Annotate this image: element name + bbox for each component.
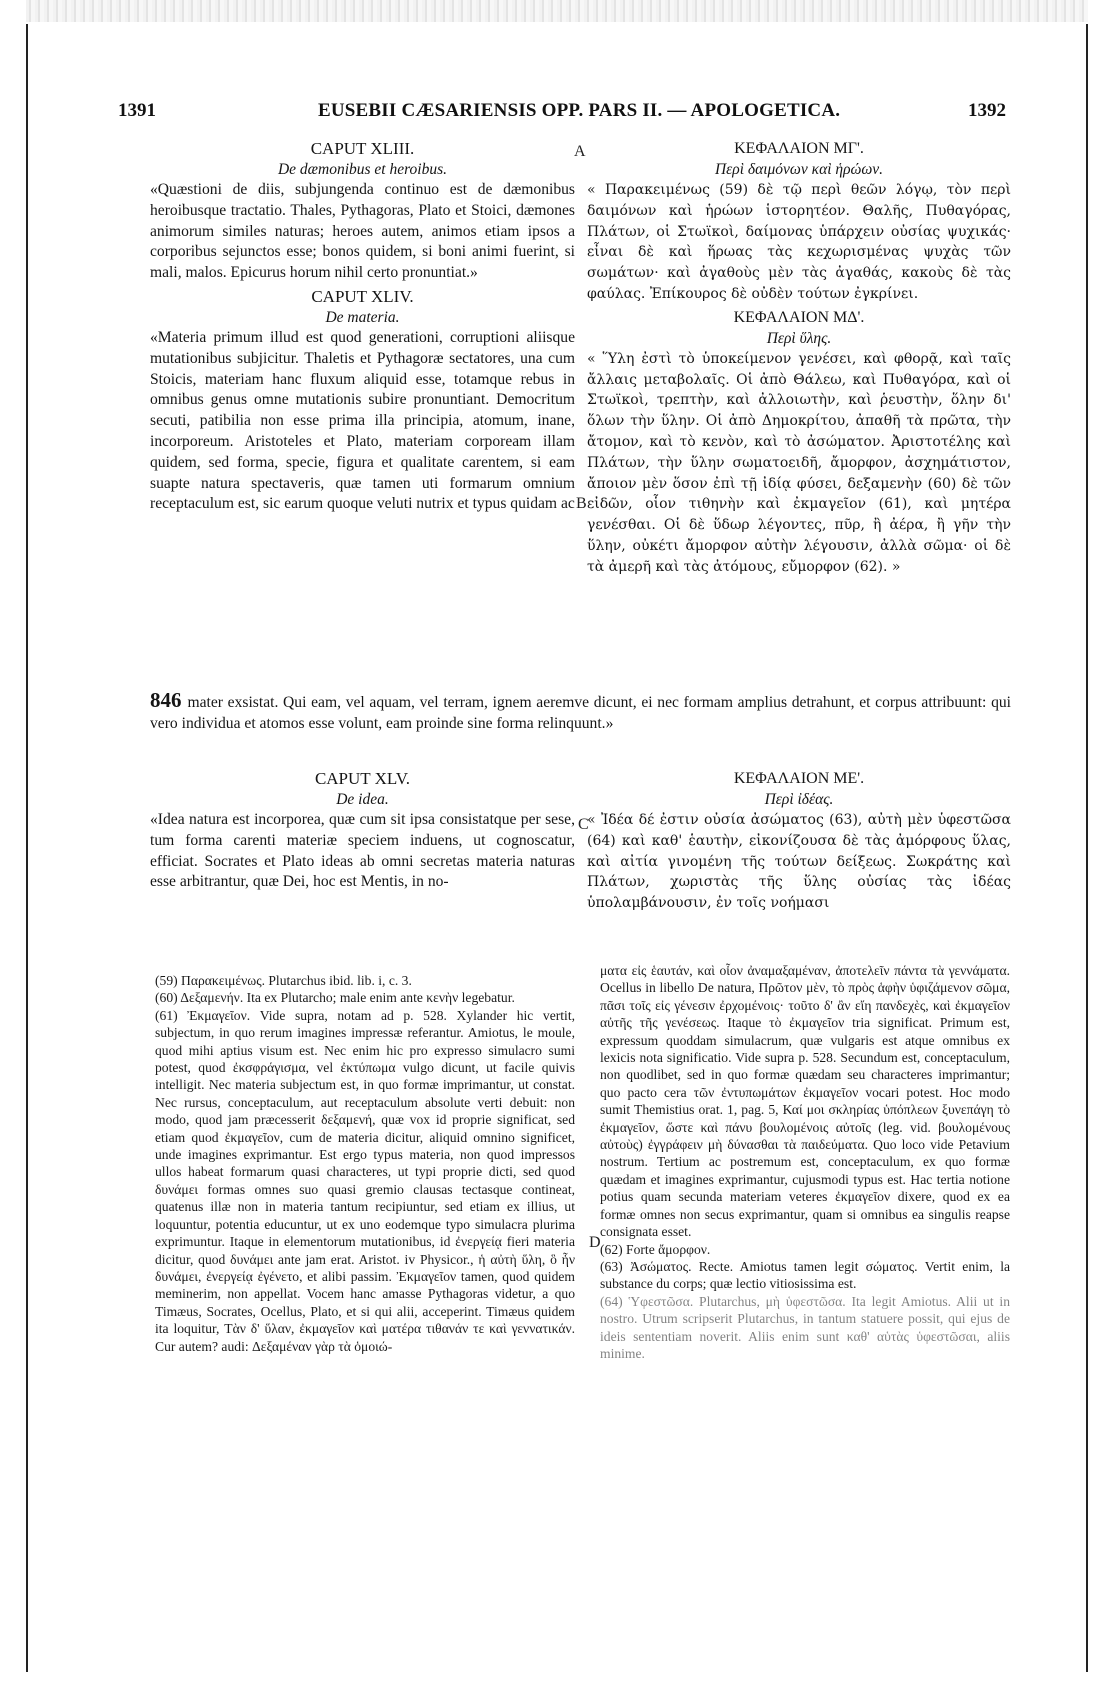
margin-marker-a: A: [574, 143, 586, 160]
page-number-left: 1391: [118, 100, 156, 121]
full-width-continuation: [150, 690, 1011, 735]
greek-cap44-text: « Ὕλη ἐστὶ τὸ ὑποκείμενον γενέσει, καὶ φθορᾷ, καὶ ταῖς ἄλλαις μεταβολαῖς. Οἱ ἀπὸ Θάλεω, καὶ Πυθαγόρα, καὶ οἱ Στωϊκοὶ, τρεπτὴν, καὶ ἀλλοιωτὴν, καὶ ῥευστὴν, ὅλην δι' ὅλων τὴν ὕλην. Οἱ ἀπὸ Δημοκρίτου, ἀπαθῆ τὰ πρῶτα, τὴν ἄτομον, καὶ τὸ κενὸν, καὶ τὸ ἀσώματον. Ἀριστοτέλης καὶ Πλάτων, τὴν ὕλην σωματοειδῆ, ἄμορφον, ἀσχημάτιστον, ἄποιον μὲν ὅσον ἐπὶ τῇ ἰδίᾳ φύσει, δεξαμενὴν (60) δὲ τῶν εἰδῶν, οἷον τιθηνὴν καὶ ἐκμαγεῖον (61), καὶ μητέρα γενέσθαι. Οἱ δὲ ὕδωρ λέγοντες, πῦρ, ἢ ἀέρα, ἢ γῆν τὴν ὕλην, οὐκέτι ἄμορφον αὐτὴν λέγουσιν, ἀλλὰ σῶμα· οἱ δὲ τὰ ἀμερῆ καὶ τὰς ἀτόμους, εὔμορφον (62). »: [587, 350, 1011, 575]
running-title: EUSEBII CÆSARIENSIS OPP. PARS II. — APOLOGETICA.: [318, 100, 841, 121]
greek-cap45-subtitle: Περὶ ἰδέας.: [764, 791, 834, 808]
margin-marker-c: C: [578, 816, 589, 833]
latin-cap44-subtitle: De materia.: [325, 308, 400, 326]
full-width-text: mater exsistat. Qui eam, vel aquam, vel terram, ignem aeremve dicunt, ei nec formam amplius detrahunt, et corpus attribuunt: qui vero individua et atomos esse volunt, eam proinde sine forma relinquunt.»: [150, 694, 1011, 732]
footnote-61-continued: ματα εἰς ἑαυτάν, καὶ οἷον ἀναμαξαμέναν, ἀποτελεῖν πάντα τὰ γεννάματα. Ocellus in libello De natura, Πρῶτον μὲν, τὸ πρὸς ἁφὴν ὑφιζάμενον σῶμα, πᾶσι τοῖς εἰς γένεσιν ἐρχομένοις· τοῦτο δ' ἂν εἴη πανδεχὲς, καὶ ἐκμαγεῖον αὐτῆς τῆς γενέσεως. Itaque τὸ ἐκμαγεῖον tria significat. Primum est, expressum quoddam simulacrum, quæ vulgaris est atque omnibus ex lexicis nota significatio. Vide supra p. 528. Secundum est, conceptaculum, non quodlibet, sed in quo formæ quædam seu characteres imprimantur; quo pacto cera τῶν ἐντυπωμάτων ἐκμαγεῖον vocari potest. Hoc modo sumit Themistius orat. 1, pag. 5, Καί μοι σκληρίας ὑπόπλεων ξυνεπάγη τὸ ἐκμαγεῖον, ὥστε καὶ πάνυ βουλομένοις αὐτοῖς (leg. vid. βουλομένους αὐτοὺς) ἐγγράφειν μὴ δύνασθαι τὰ παιδεύματα. Quo loco vide Petavium nostrum. Tertium ac postremum est, conceptaculum, ex quo formæ quædam et imagines exprimantur, cujusmodi typus est. Hac tertia notione potius quam secunda materiam veteres ἐκμαγεῖον dixere, quod ex ea formæ omnes non secus exprimantur, quam si omnibus ea singulis reapse consignata esset.: [600, 963, 1010, 1240]
greek-column-lower: [587, 768, 1011, 914]
latin-cap45-text: «Idea natura est incorporea, quæ cum sit ipsa consistatque per sese, tum forma carenti materiæ speciem induens, ut cognoscatur, efficiat. Socrates et Plato ideas ab omni secretas materia naturas esse arbitrantur, quæ Dei, hoc est Mentis, in no-: [150, 811, 575, 891]
greek-cap45-text: « Ἰδέα δέ ἐστιν οὐσία ἀσώματος (63), αὐτὴ μὲν ὑφεστῶσα (64) καὶ καθ' ἑαυτὴν, εἰκονίζουσα δὲ τὰς ἀμόρφους ὕλας, καὶ αἰτία γινομένη τῆς τούτων δείξεως. Σωκράτης καὶ Πλάτων, χωριστὰς τῆς ὕλης οὐσίας τὰς ἰδέας ὑπολαμβάνουσιν, ἐν τοῖς νοήμασι: [587, 812, 1011, 912]
greek-cap44-title: ΚΕΦΑΛΑΙΟΝ ΜΔ'.: [733, 308, 865, 326]
latin-cap43-title: CAPUT XLIII.: [310, 139, 415, 158]
latin-column-lower: [150, 768, 575, 893]
latin-cap45-title: CAPUT XLV.: [314, 769, 411, 788]
footnotes-left: [155, 972, 575, 1355]
footnotes-right: [600, 962, 1010, 1362]
latin-column-upper: [150, 138, 575, 515]
greek-column-upper: [587, 138, 1011, 578]
footnote-59: (59) Παρακειμένως. Plutarchus ibid. lib. i, c. 3.: [155, 973, 412, 988]
latin-cap43-text: «Quæstioni de diis, subjungenda continuo est de dæmonibus heroibusque tractatio. Thales, Pythagoras, Plato et Stoici, dæmones animorum similes naturas; heroes autem, animos etiam ipsos a corporibus sejunctos esse; bonos quidem, si boni animi fuerint, si mali, malos. Epicurus horum nihil certo pronuntiat.»: [150, 181, 575, 282]
greek-cap43-text: « Παρακειμένως (59) δὲ τῷ περὶ θεῶν λόγῳ, τὸν περὶ δαιμόνων καὶ ἡρώων ἱστορητέον. Θαλῆς, Πυθαγόρας, Πλάτων, οἱ Στωϊκοὶ, δαίμονας ὑπάρχειν οὐσίας ψυχικάς· εἶναι δὲ καὶ ἥρωας τὰς κεχωρισμένας ψυχὰς τῶν σωμάτων· καὶ ἀγαθοὺς μὲν τὰς ἀγαθάς, κακοὺς δὲ τὰς φαύλας. Ἐπίκουρος δὲ οὐδὲν τούτων ἐγκρίνει.: [587, 182, 1011, 302]
footnote-62: (62) Forte ἄμορφον.: [600, 1241, 711, 1257]
footnote-64: (64) Ὑφεστῶσα. Plutarchus, μὴ ὑφεστῶσα. Ita legit Amiotus. Alii ut in nostro. Utrum scripserit Plutarchus, in tantum statuere possit, qui ejus de ideis sententiam noverit. Aliis enim sunt καθ' αὑτὰς ὑφεστῶσαι, aliis minime.: [600, 1293, 1010, 1361]
margin-marker-b: B: [576, 495, 587, 512]
greek-cap45-title: ΚΕΦΑΛΑΙΟΝ ΜΕ'.: [733, 770, 865, 787]
page-number-right: 1392: [968, 100, 1006, 121]
latin-cap44-title: CAPUT XLIV.: [311, 286, 414, 306]
footnote-61: (61) Ἐκμαγεῖον. Vide supra, notam ad p. 528. Xylander hic vertit, subjectum, in quo rerum imagines impressæ referantur. Amiotus, le moule, quod mihi aptius visum est. Nec enim hic pro expresso simulacro sumi potest, quod ἐκσφράγισμα, vel ἐκτύπωμα vulgo dicunt, ut facile quivis intelligit. Nec materia subjectum est, in quo formæ imprimantur, ut constat. Nec rursus, conceptaculum, aut receptaculum absolute verti debuit: non modo, quod jam præcesserit δεξαμενή, quæ vox id proprie significat, sed etiam quod ἐκμαγεῖον, cum de materia dicitur, aliquid omnino significet, unde imagines exprimantur. Est ergo typus materia, non quod impressos ullos habeat formarum quasi characteres, ut typi proprie dicti, sed quod δυνάμει formas omnes suo quasi gremio clausas tectasque contineat, quatenus illæ non in materia tantum recipiuntur, sed etiam ex illius, ut loquuntur, potentia educuntur, ut ex uno eodemque typo simulacra plurima exprimuntur. Itaque in elementorum mutationibus, id ἐνεργείᾳ fieri materia dicitur, quod δυνάμει ante jam erat. Aristot. iv Physicor., ἡ αὐτὴ ὕλη, ὃ ἦν δυνάμει, ἐνεργείᾳ ἐγένετο, et alibi passim. Ἐκμαγεῖον tamen, quod quidem meminerim, non appellat. Vocem hanc amasse Pythagoras videtur, a quo Timæus, Socrates, Ocellus, Plato, et si qui alii, acceperint. Timæus quidem ita loquitur, Τὰν δ' ὕλαν, ἐκμαγεῖον καὶ ματέρα τιθανάν τε καὶ γεννατικάν. Cur autem? audi: Δεξαμέναν γὰρ τὰ ὁμοιώ-: [155, 1007, 575, 1354]
latin-cap43-subtitle: De dæmonibus et heroibus.: [277, 161, 448, 178]
margin-marker-d: D: [589, 1234, 601, 1251]
greek-cap44-subtitle: Περὶ ὕλης.: [766, 329, 832, 347]
greek-cap43-subtitle: Περὶ δαιμόνων καὶ ἡρώων.: [714, 161, 884, 178]
latin-cap44-text: «Materia primum illud est quod generationi, corruptioni aliisque mutationibus subjicitur. Thaletis et Pythagoræ sectatores, una cum Stoicis, materiam hanc fluxum aliquid esse, totamque rebus in omnibus genus omne mutationis subire pronuntiant. Democritum secuti, patibilia non esse prima illa principia, atomum, inane, incorporeum. Aristoteles et Plato, materiam corpoream illam quidem, sed forma, specie, figura et qualitate carentem, si eam suapte natura spectaveris, quæ tamen uti formarum omnium receptaculum est, sic earum quoque veluti nutrix et typus quidam ac: [150, 328, 575, 513]
greek-cap43-title: ΚΕΦΑΛΑΙΟΝ ΜΓ'.: [734, 140, 864, 157]
scan-top-edge: [26, 0, 1088, 22]
footnote-60: (60) Δεξαμενήν. Ita ex Plutarcho; male enim ante κενὴν legebatur.: [155, 990, 515, 1006]
footnote-63: (63) Ἀσώματος. Recte. Amiotus tamen legit σώματος. Vertit enim, la substance du corps; quæ lectio vitiosissima est.: [600, 1258, 1010, 1292]
latin-cap45-subtitle: De idea.: [336, 791, 389, 808]
column-number: 846: [150, 688, 182, 712]
